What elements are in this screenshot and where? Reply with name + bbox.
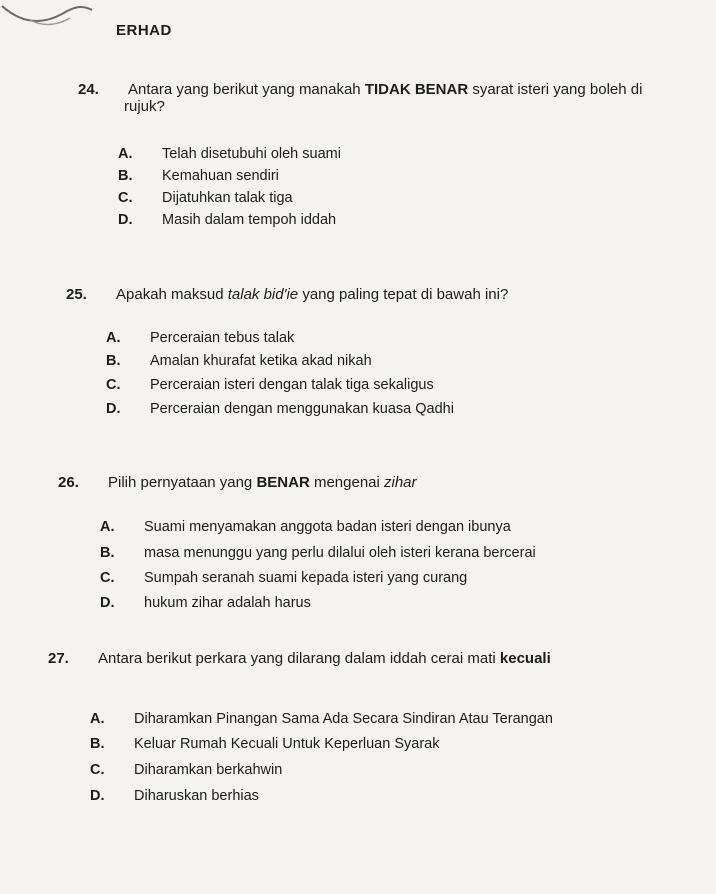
option-text: Diharuskan berhias bbox=[134, 788, 259, 804]
option-letter: B. bbox=[90, 736, 105, 752]
option-letter: C. bbox=[100, 570, 115, 586]
option-letter: D. bbox=[106, 401, 121, 417]
option-letter: A. bbox=[118, 146, 133, 162]
question-25 bbox=[66, 285, 696, 305]
option-letter: C. bbox=[90, 762, 105, 778]
option-letter: B. bbox=[118, 168, 133, 184]
option-text: Diharamkan Pinangan Sama Ada Secara Sindiran Atau Terangan bbox=[134, 711, 553, 727]
option-text: Perceraian dengan menggunakan kuasa Qadhi bbox=[150, 401, 454, 417]
option-letter: D. bbox=[100, 595, 115, 611]
option-text: Sumpah seranah suami kepada isteri yang curang bbox=[144, 570, 468, 586]
option-text: masa menunggu yang perlu dilalui oleh isteri kerana bercerai bbox=[144, 545, 536, 561]
page-header bbox=[116, 22, 172, 39]
option-letter: B. bbox=[100, 545, 115, 561]
question-text: Antara yang berikut yang manakah TIDAK BENAR syarat isteri yang boleh di bbox=[128, 81, 643, 98]
question-number: 24. bbox=[78, 81, 99, 98]
option-text: Dijatuhkan talak tiga bbox=[162, 190, 293, 206]
option-text: Perceraian isteri dengan talak tiga sekaligus bbox=[150, 377, 434, 393]
option-letter: C. bbox=[106, 377, 121, 393]
option-text: hukum zihar adalah harus bbox=[144, 595, 311, 611]
header-text: ERHAD bbox=[116, 22, 172, 39]
question-24 bbox=[78, 80, 708, 120]
option-letter: A. bbox=[106, 330, 121, 346]
question-27 bbox=[48, 649, 698, 669]
question-text: Apakah maksud talak bid'ie yang paling tepat di bawah ini? bbox=[116, 286, 509, 303]
option-letter: C. bbox=[118, 190, 133, 206]
option-text: Amalan khurafat ketika akad nikah bbox=[150, 353, 372, 369]
scribble-mark bbox=[0, 0, 120, 30]
option-letter: A. bbox=[90, 711, 105, 727]
question-text: Pilih pernyataan yang BENAR mengenai zihar bbox=[108, 474, 417, 491]
question-26 bbox=[58, 473, 688, 493]
question-text-line2: rujuk? bbox=[124, 98, 165, 115]
option-text: Diharamkan berkahwin bbox=[134, 762, 283, 778]
question-number: 25. bbox=[66, 286, 87, 303]
question-number: 27. bbox=[48, 650, 69, 667]
option-letter: A. bbox=[100, 519, 115, 535]
question-text: Antara berikut perkara yang dilarang dalam iddah cerai mati kecuali bbox=[98, 650, 551, 667]
option-text: Perceraian tebus talak bbox=[150, 330, 295, 346]
option-letter: D. bbox=[118, 212, 133, 228]
option-text: Telah disetubuhi oleh suami bbox=[162, 146, 341, 162]
option-letter: B. bbox=[106, 353, 121, 369]
option-text: Suami menyamakan anggota badan isteri dengan ibunya bbox=[144, 519, 511, 535]
option-text: Masih dalam tempoh iddah bbox=[162, 212, 337, 228]
option-text: Keluar Rumah Kecuali Untuk Keperluan Syarak bbox=[134, 736, 440, 752]
question-number: 26. bbox=[58, 474, 79, 491]
option-text: Kemahuan sendiri bbox=[162, 168, 279, 184]
option-letter: D. bbox=[90, 788, 105, 804]
